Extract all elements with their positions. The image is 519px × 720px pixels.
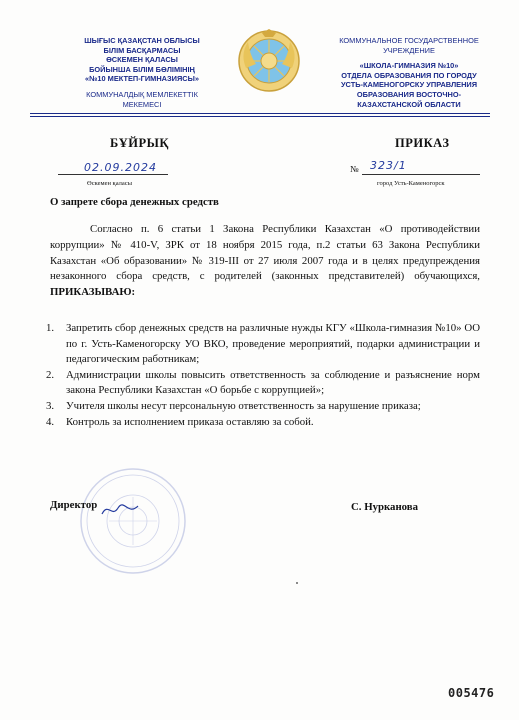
doc-body	[50, 222, 480, 301]
header-kz-sub: КОММУНАЛДЫҚ МЕМЛЕКЕТТІК	[86, 89, 198, 99]
handwritten-signature-icon	[100, 500, 140, 520]
doc-subject: О запрете сбора денежных средств	[50, 196, 219, 208]
header-divider-thin	[30, 116, 490, 117]
signoff-name: С. Нурканова	[351, 501, 419, 513]
header-kz-line: ӨСКЕМЕН ҚАЛАСЫ	[106, 55, 178, 65]
kazakhstan-emblem-icon	[236, 28, 302, 94]
list-item-number: 1.	[46, 322, 55, 334]
list-item-text: Запретить сбор денежных средств на различные нужды КГУ «Школа-гимназия №10» ОО по г. Усть-Каменогорску УО ВКО, проведение мероприятий, подарки администрации и педагогическим работникам;	[66, 322, 480, 366]
list-item-number: 2.	[46, 368, 55, 381]
doc-type-ru: ПРИКАЗ	[395, 136, 450, 150]
header-kz-line: БІЛІМ БАСҚАРМАСЫ	[103, 45, 181, 55]
header-ru-sub: КОММУНАЛЬНОЕ ГОСУДАРСТВЕННОЕ	[339, 36, 479, 45]
number-sign: №	[350, 164, 359, 174]
list-item-number: 3.	[46, 399, 55, 412]
header-ru-line: ОТДЕЛА ОБРАЗОВАНИЯ ПО ГОРОДУ	[341, 70, 477, 80]
list-item-number: 4.	[46, 415, 55, 428]
round-seal-icon	[78, 466, 188, 576]
order-items	[46, 321, 480, 430]
number-underline	[362, 174, 480, 175]
order-word: ПРИКАЗЫВАЮ:	[50, 286, 136, 299]
list-item-text: Администрации школы повысить ответственность за соблюдение и разъяснение норм закона Республики Казахстан «О борьбе с коррупцией»;	[66, 368, 480, 397]
header-ru-line: ОБРАЗОВАНИЯ ВОСТОЧНО-	[356, 89, 462, 99]
header-divider	[30, 113, 490, 114]
header-kz-line: БОЙЫНША БІЛІМ БӨЛІМІНІҢ	[89, 64, 195, 74]
signoff-position: Директор	[50, 499, 98, 511]
list-item	[46, 399, 480, 415]
header-kz-sub: МЕКЕМЕСІ	[122, 99, 162, 109]
city-kz: Өскемен қаласы	[87, 180, 133, 187]
city-ru: город Усть-Каменогорск	[377, 180, 445, 187]
body-intro: Согласно п. 6 статьи 1 Закона Республики Казахстан «О противодействии коррупции» № 410-V, ЗРК от 18 ноября 2015 года, п.2 статьи 63 Закона Республики Казахстан «Об образовании» № 319-III от 27 июля 2007 года и в целях предупреждения незаконного сбора средств, с родителей (законных представителей) обучающихся,	[50, 223, 480, 283]
list-item	[46, 321, 480, 368]
list-item-text: Контроль за исполнением приказа оставляю за собой.	[66, 415, 314, 428]
doc-date: 02.09.2024	[84, 161, 157, 174]
header-ru-line: УСТЬ-КАМЕНОГОРСКУ УПРАВЛЕНИЯ	[340, 80, 478, 90]
list-item-text: Учителя школы несут персональную ответственность за нарушение приказа;	[66, 399, 421, 412]
speck	[296, 582, 298, 584]
header-ru-line: «ШКОЛА-ГИМНАЗИЯ №10»	[359, 61, 459, 71]
serial-number: 005476	[448, 686, 495, 700]
header-ru	[318, 36, 500, 109]
header-ru-line: КАЗАХСТАНСКОЙ ОБЛАСТИ	[357, 99, 461, 109]
list-item	[46, 415, 480, 431]
doc-number: 323/1	[370, 159, 407, 172]
header-kz-line: ШЫҒЫС ҚАЗАҚСТАН ОБЛЫСЫ	[84, 36, 200, 45]
header-kz	[58, 36, 226, 109]
header-kz-line: «№10 МЕКТЕП-ГИМНАЗИЯСЫ»	[85, 74, 199, 84]
doc-type-kz: БҰЙРЫҚ	[110, 136, 169, 150]
list-item	[46, 368, 480, 399]
header-ru-sub: УЧРЕЖДЕНИЕ	[383, 45, 435, 55]
date-underline	[58, 174, 168, 175]
